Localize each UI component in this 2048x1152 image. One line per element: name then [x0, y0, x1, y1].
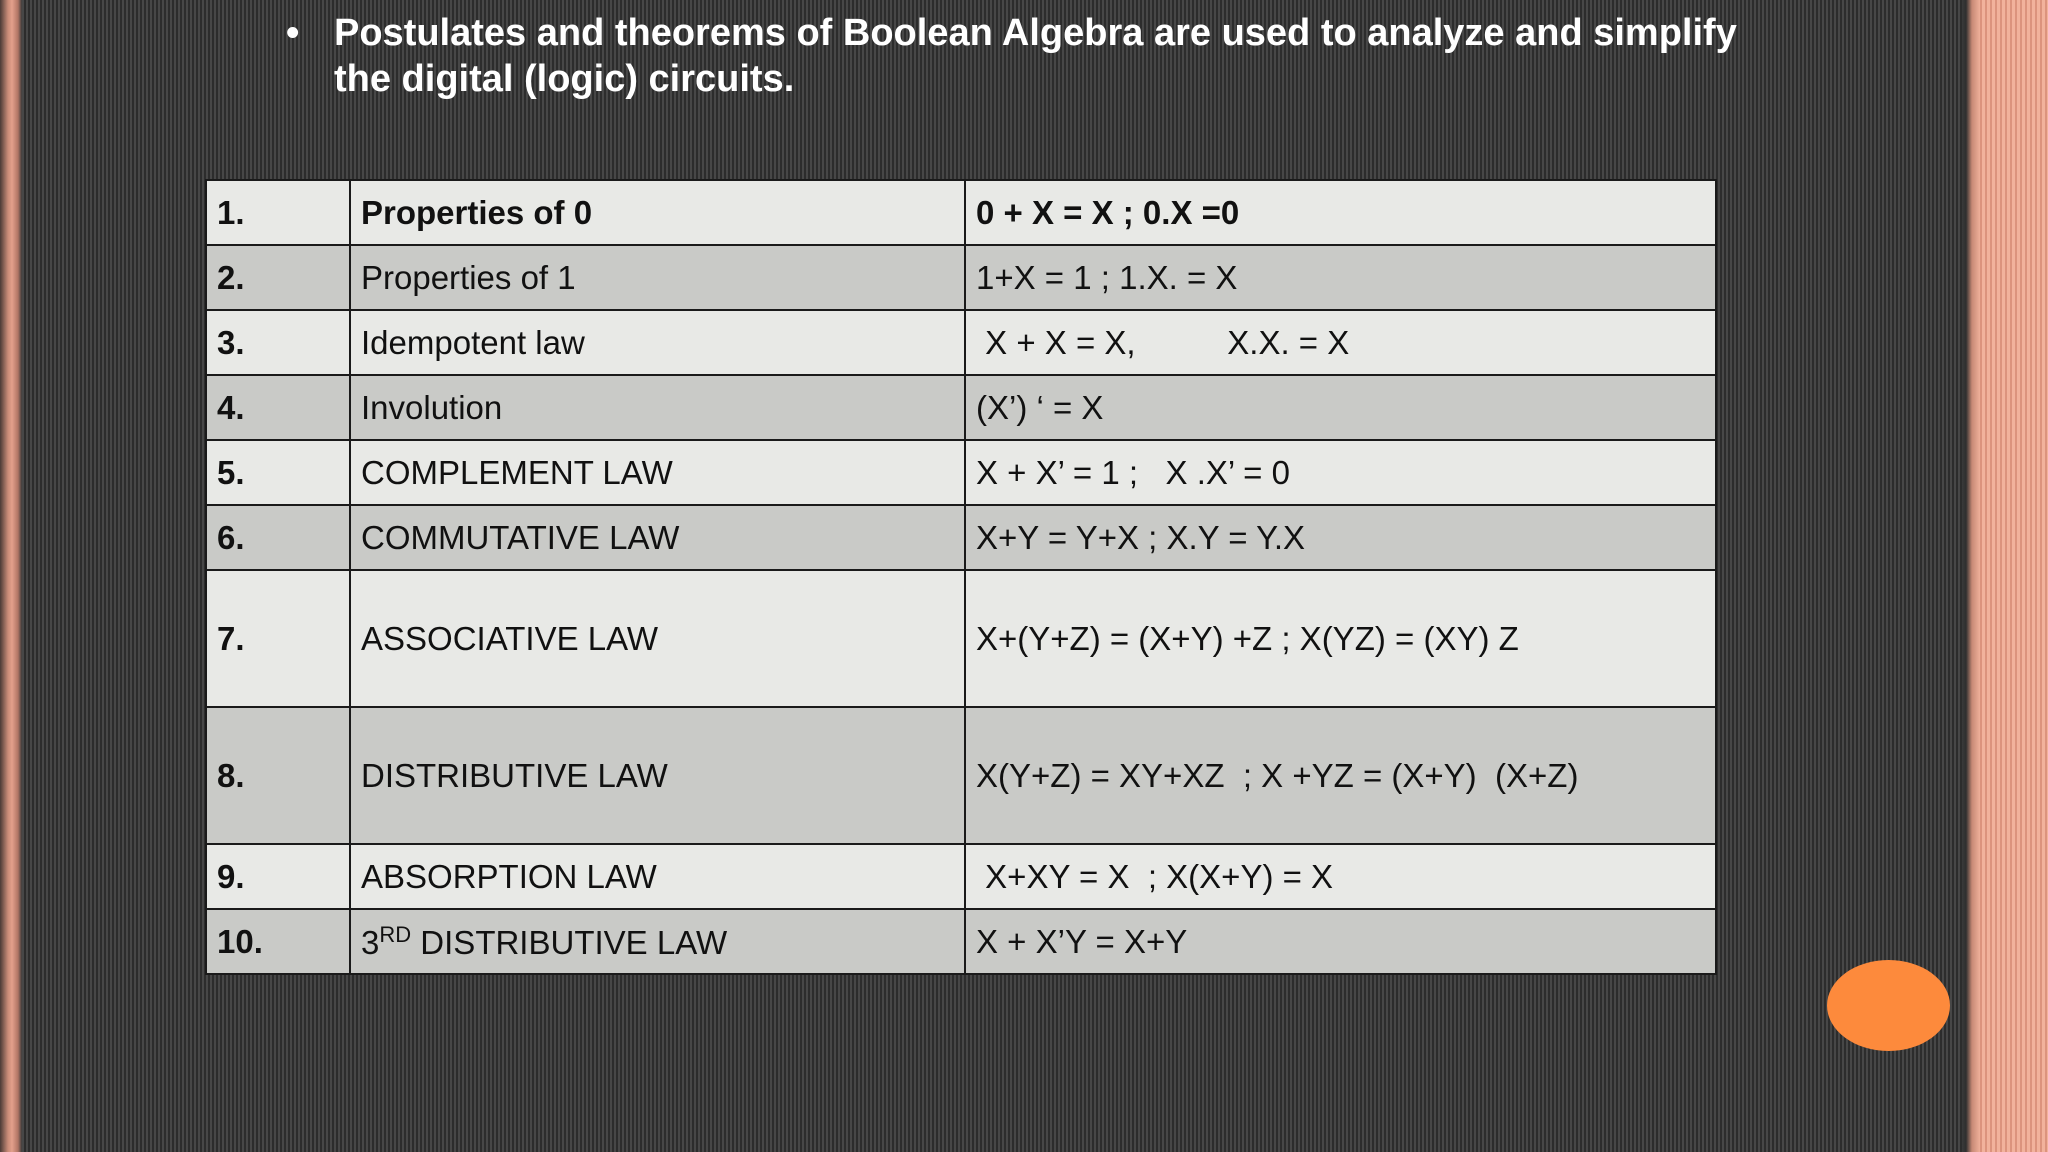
- row-number: 8.: [206, 707, 350, 844]
- ordinal-superscript: RD: [379, 921, 412, 947]
- ordinal-number: 3: [361, 923, 380, 961]
- law-name: ASSOCIATIVE LAW: [350, 570, 965, 707]
- row-number: 9.: [206, 844, 350, 909]
- law-expression: X(Y+Z) = XY+XZ ; X +YZ = (X+Y) (X+Z): [965, 707, 1716, 844]
- law-expression: X + X’ = 1 ; X .X’ = 0: [965, 440, 1716, 505]
- law-name: COMPLEMENT LAW: [350, 440, 965, 505]
- table-row: [206, 909, 1716, 974]
- bullet-icon: •: [286, 12, 300, 54]
- law-expression: (X’) ‘ = X: [965, 375, 1716, 440]
- table-row: [206, 440, 1716, 505]
- law-name: COMMUTATIVE LAW: [350, 505, 965, 570]
- row-number: 6.: [206, 505, 350, 570]
- row-number: 10.: [206, 909, 350, 974]
- table-row: [206, 844, 1716, 909]
- bullet-text: Postulates and theorems of Boolean Algebra are used to analyze and simplify the digital (logic) circuits.: [334, 12, 1737, 100]
- row-number: 4.: [206, 375, 350, 440]
- accent-circle: [1827, 960, 1950, 1051]
- law-name: Involution: [350, 375, 965, 440]
- boolean-laws-table: [205, 179, 1717, 975]
- law-expression: X+Y = Y+X ; X.Y = Y.X: [965, 505, 1716, 570]
- law-name: ABSORPTION LAW: [350, 844, 965, 909]
- row-number: 7.: [206, 570, 350, 707]
- row-number: 2.: [206, 245, 350, 310]
- law-name: [350, 909, 965, 974]
- law-expression: X + X’Y = X+Y: [965, 909, 1716, 974]
- law-expression: 1+X = 1 ; 1.X. = X: [965, 245, 1716, 310]
- law-name: Idempotent law: [350, 310, 965, 375]
- table-row: [206, 375, 1716, 440]
- table-row: [206, 310, 1716, 375]
- law-name: Properties of 0: [350, 180, 965, 245]
- right-border-shadow: [1962, 0, 1980, 1152]
- row-number: 5.: [206, 440, 350, 505]
- left-edge-decoration: [0, 0, 22, 1152]
- row-number: 1.: [206, 180, 350, 245]
- table-row: [206, 180, 1716, 245]
- row-number: 3.: [206, 310, 350, 375]
- law-expression: X+(Y+Z) = (X+Y) +Z ; X(YZ) = (XY) Z: [965, 570, 1716, 707]
- table-row: [206, 245, 1716, 310]
- law-expression: 0 + X = X ; 0.X =0: [965, 180, 1716, 245]
- law-name-text: DISTRIBUTIVE LAW: [411, 923, 728, 961]
- law-expression: X+XY = X ; X(X+Y) = X: [965, 844, 1716, 909]
- table-row: [206, 570, 1716, 707]
- law-name: Properties of 1: [350, 245, 965, 310]
- table-row: [206, 505, 1716, 570]
- table-row: [206, 707, 1716, 844]
- law-name: DISTRIBUTIVE LAW: [350, 707, 965, 844]
- law-expression: X + X = X, X.X. = X: [965, 310, 1716, 375]
